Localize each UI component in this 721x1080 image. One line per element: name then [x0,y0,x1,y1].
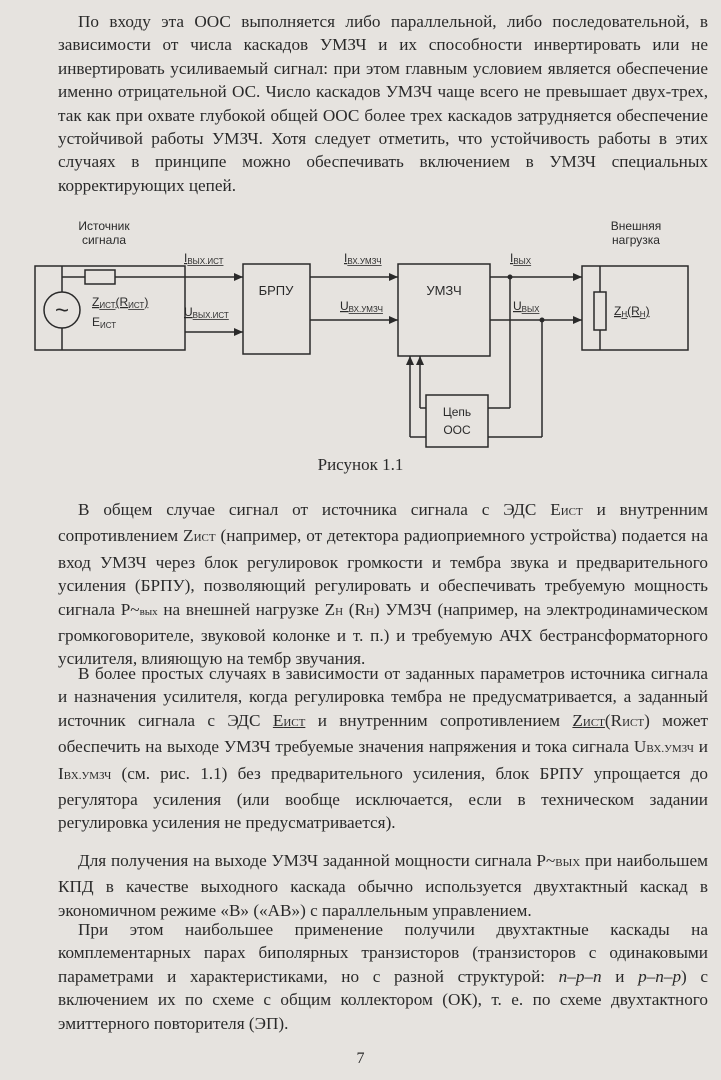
junction-dot [508,275,513,280]
paragraph-1: По входу эта ООС выполняется либо параллельной, либо последовательной, в зависимости от числа каскадов УМЗЧ и их способности инвертировать или не инвертировать усиливаемый сигнал: при этом главным условием является обеспечение именно отрицательной ОС. Число каскадов УМЗЧ чаще всего не превышает двух-трех, так как при охвате глубокой общей ООС более трех каскадов затрудняется обеспечение устойчивой работы УМЗЧ. Хотя следует отметить, что устойчивость работы в этих случаях в принципе можно обеспечивать включением в УМЗЧ специальных корректирующих цепей. [58,12,708,195]
amp-label: УМЗЧ [426,283,462,298]
load-label-2: нагрузка [612,233,660,247]
load-resistor [594,292,606,330]
feedback-label-1: Цепь [442,405,472,419]
source-label: Источник [78,219,130,233]
i-out-src-label: IВЫХ.ИСТ [184,251,224,266]
paragraph-5: При этом наибольшее применение получили двухтактные каскады на комплементарных парах биполярных транзисторов (транзисторов с одинаковыми параметрами и характеристиками, но с разной структурой: n–p–n и p–n–p) с включением их по схеме с общим коллектором (ОК), т. е. по схеме двухтактного эмиттерного повторителя (ЭП). [58,920,708,1033]
amp-block [398,264,490,356]
u-out-label: UВЫХ [513,299,540,314]
block-diagram [0,212,721,452]
source-resistor [85,270,115,284]
i-in-amp-label: IВХ.УМЗЧ [344,251,382,266]
u-out-src-label: UВЫХ.ИСТ [184,305,229,320]
u-in-amp-label: UВХ.УМЗЧ [340,299,383,314]
z-source-label: ZИСТ(RИСТ) [92,295,149,310]
feedback-label-2: ООС [443,423,471,437]
feedback-block [426,395,488,447]
paragraph-3: В более простых случаях в зависимости от заданных параметров источника сигнала и назначения усилителя, когда регулировка тембра не предусматривается, а заданный источник сигнала с ЭДС ЕИСТ и внутренним сопротивлением ZИСТ(RИСТ) может обеспечить на выходе УМЗЧ требуемые значения напряжения и тока сигнала UВХ.УМЗЧ и IВХ.УМЗЧ (см. рис. 1.1) без предварительного усиления, блок БРПУ упрощается до регулятора усиления (или вообще исключается, если в техническом задании регулировка усиления не предусматривается). [58,664,708,833]
i-out-label: IВЫХ [510,251,532,266]
e-source-label: EИСТ [92,315,117,330]
brpu-block [243,264,310,354]
z-load-label: ZН(RН) [614,304,650,319]
source-label-2: сигнала [81,233,127,247]
page-number: 7 [356,1050,365,1067]
paragraph-2: В общем случае сигнал от источника сигнала с ЭДС ЕИСТ и внутренним сопротивлением ZИСТ (например, от детектора радиоприемного устройства) подается на вход УМЗЧ через блок регулировок громкости и тембра звука и предварительного усиления (БРПУ), позволяющий регулировать и обеспечивать требуемую мощность сигнала Р~вых на внешней нагрузке ZН (RН) УМЗЧ (например, на электродинамическом громкоговорителе, звуковой колонке и т. п.) и требуемую АЧХ бестрансформаторного усилителя, влияющую на тембр звучания. [58,500,708,669]
junction-dot [540,318,545,323]
brpu-label: БРПУ [258,283,294,298]
paragraph-4: Для получения на выходе УМЗЧ заданной мощности сигнала Р~ВЫХ при наибольшем КПД в качестве выходного каскада обычно используется двухтактный каскад в экономичном режиме «В» («АВ») с параллельным управлением. [58,851,708,920]
figure-caption: Рисунок 1.1 [317,455,404,474]
ac-source-tilde: ~ [54,297,70,324]
load-label: Внешняя [610,219,662,233]
